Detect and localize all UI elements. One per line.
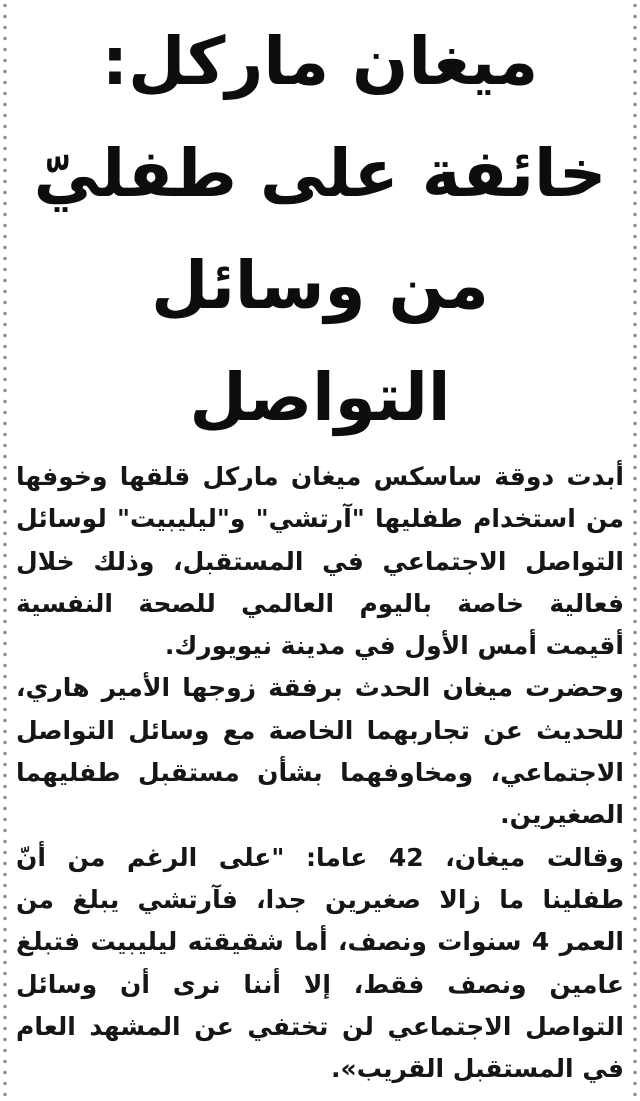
article-body <box>16 456 624 1090</box>
article <box>16 0 624 1101</box>
dotted-border-right <box>633 0 637 1101</box>
article-paragraph: وقالت ميغان، 42 عاما: "على الرغم من أنّ طفلينا ما زالا صغيرين جدا، فآرتشي يبلغ من العمر 4 سنوات ونصف، أما شقيقته ليليبيت فتبلغ عامين ونصف فقط، إلا أننا نرى أن وسائل التواصل الاجتماعي لن تختفي عن المشهد العام في المستقبل القريب». <box>16 842 624 1084</box>
article-paragraph: وحضرت ميغان الحدث برفقة زوجها الأمير هاري، للحديث عن تجاربهما الخاصة مع وسائل التواصل الاجتماعي، ومخاوفهما بشأن مستقبل طفليهما الصغيرين. <box>16 673 624 830</box>
article-headline: ميغان ماركل: خائفة على طفليّ من وسائل التواصل <box>33 23 607 436</box>
dotted-border-left <box>3 0 7 1101</box>
article-paragraph: أبدت دوقة ساسكس ميغان ماركل قلقها وخوفها من استخدام طفليها "آرتشي" و"ليليبيت" لوسائل التواصل الاجتماعي في المستقبل، وذلك خلال فعالية خاصة باليوم العالمي للصحة النفسية أقيمت أمس الأول في مدينة نيويورك. <box>16 462 624 661</box>
